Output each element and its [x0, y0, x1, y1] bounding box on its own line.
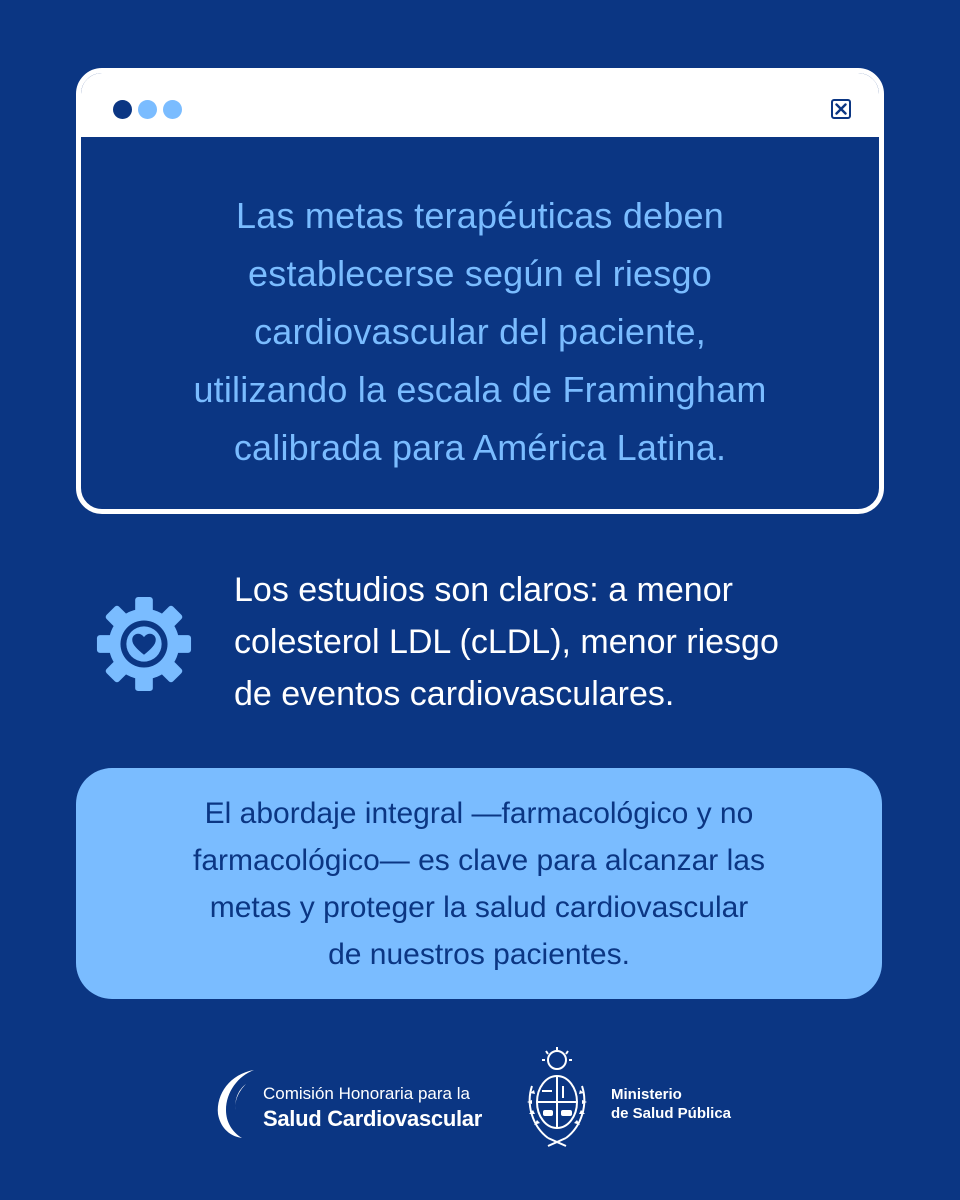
chsc-logo-line1: Comisión Honoraria para la [263, 1084, 470, 1103]
msp-logo-line1: Ministerio [611, 1086, 682, 1103]
dot-light-icon [163, 100, 182, 119]
uruguay-coat-of-arms-icon [524, 1046, 590, 1152]
msp-logo-line2: de Salud Pública [611, 1105, 732, 1122]
window-message: Las metas terapéuticas deben establecerse según el riesgo cardiovascular del paciente, utilizando la escala de Framingham calibrada para América Latina. [193, 195, 767, 468]
chsc-logo-line2: Salud Cardiovascular [263, 1106, 482, 1131]
dot-dark-icon [113, 100, 132, 119]
chsc-logo [212, 1062, 482, 1142]
close-x-icon [831, 99, 851, 119]
msp-logo [524, 1046, 774, 1152]
window-title-bar [81, 73, 879, 137]
info-statement: Los estudios son claros: a menor colesterol LDL (cLDL), menor riesgo de eventos cardiovasculares. [234, 571, 779, 713]
callout-box [76, 768, 882, 999]
dot-light-icon [138, 100, 157, 119]
browser-window-card [76, 68, 884, 514]
chsc-swoosh-icon [212, 1062, 268, 1142]
callout-message: El abordaje integral —farmacológico y no farmacológico— es clave para alcanzar las metas y proteger la salud cardiovascular de nuestros pacientes. [193, 797, 765, 971]
gear-heart-icon [95, 595, 193, 693]
